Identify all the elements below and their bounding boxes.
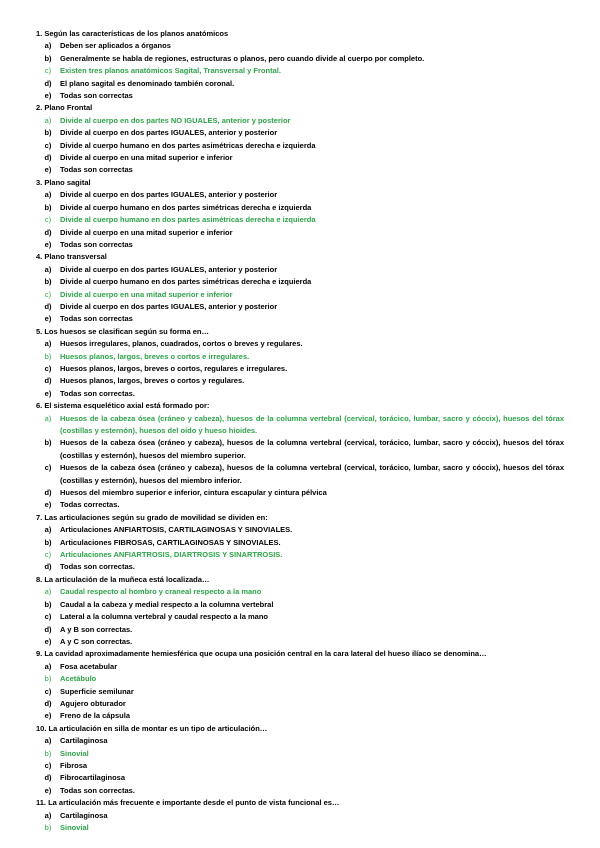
option-text: Articulaciones FIBROSAS, CARTILAGINOSAS Y SINOVIALES. <box>60 537 281 547</box>
option-letter: d) <box>44 624 52 634</box>
option-text: Caudal respecto al hombro y craneal respecto a la mano <box>60 587 262 597</box>
answer-option <box>36 599 564 611</box>
option-letter: b) <box>44 674 52 684</box>
question-text: 2. Plano Frontal <box>36 103 93 113</box>
option-text: Sinovial <box>60 823 89 832</box>
option-letter: d) <box>44 488 52 498</box>
answer-option <box>36 698 564 710</box>
option-letter: d) <box>44 227 52 237</box>
option-letter: a) <box>44 525 52 535</box>
option-text: Divide al cuerpo humano en dos partes simétricas derecha e izquierda <box>60 202 312 212</box>
question-text: 7. Las articulaciones según su grado de movilidad se dividen en: <box>36 512 268 522</box>
option-letter: e) <box>44 91 52 101</box>
question-4 <box>36 251 564 325</box>
answer-option <box>36 276 564 288</box>
answer-option <box>36 499 564 511</box>
answer-option-correct <box>36 748 564 760</box>
question-text: 10. La articulación en silla de montar es un tipo de articulación… <box>36 723 268 733</box>
question-text: 1. Según las características de los planos anatómicos <box>36 29 229 38</box>
option-text: Todas son correctas <box>60 91 133 101</box>
option-text: Divide al cuerpo en dos partes IGUALES, anterior y posterior <box>60 190 278 200</box>
answer-option <box>36 227 564 239</box>
option-text: Todas son correctas <box>60 314 133 324</box>
answer-option <box>36 561 564 573</box>
answer-option-correct <box>36 65 564 77</box>
option-letter: b) <box>44 823 52 832</box>
question-text: 4. Plano transversal <box>36 252 107 262</box>
option-letter: e) <box>44 314 52 324</box>
question-text: 5. Los huesos se clasifican según su forma en… <box>36 326 209 336</box>
option-text: Deben ser aplicados a órganos <box>60 41 171 51</box>
option-text: Todas son correctas. <box>60 562 135 572</box>
answer-option <box>36 338 564 350</box>
option-text: Huesos del miembro superior e inferior, cintura escapular y cintura pélvica <box>60 488 327 498</box>
option-letter: e) <box>44 239 52 249</box>
answer-option <box>36 202 564 214</box>
answer-option <box>36 760 564 772</box>
answer-option <box>36 487 564 499</box>
option-letter: a) <box>44 587 52 597</box>
question-3 <box>36 177 564 251</box>
option-text: Agujero obturador <box>60 698 126 708</box>
question-list <box>36 28 564 834</box>
question-text: 9. La cavidad aproximadamente hemiesférica que ocupa una posición central en la cara lateral del hueso ilíaco se denomina… <box>36 649 487 659</box>
question-10 <box>36 723 564 797</box>
option-text: Todas son correctas. <box>60 785 135 795</box>
option-text: Divide al cuerpo en una mitad superior e inferior <box>60 227 233 237</box>
answer-option <box>36 127 564 139</box>
option-text: Fibrosa <box>60 760 88 770</box>
option-letter: e) <box>44 785 52 795</box>
question-7 <box>36 512 564 574</box>
option-letter: c) <box>44 289 52 299</box>
option-text: A y B son correctas. <box>60 624 133 634</box>
option-text: Divide al cuerpo en dos partes IGUALES, anterior y posterior <box>60 301 278 311</box>
question-6 <box>36 400 564 512</box>
answer-option-correct <box>36 351 564 363</box>
answer-option <box>36 524 564 536</box>
answer-option <box>36 140 564 152</box>
answer-option <box>36 611 564 623</box>
option-letter: c) <box>44 463 52 473</box>
option-text: Huesos planos, largos, breves o cortos e irregulares. <box>60 351 250 361</box>
option-letter: b) <box>44 53 52 63</box>
option-letter: e) <box>44 500 52 510</box>
question-9 <box>36 648 564 722</box>
option-letter: b) <box>44 599 52 609</box>
answer-option <box>36 636 564 648</box>
answer-option-correct <box>36 586 564 598</box>
option-text: Divide al cuerpo humano en dos partes asimétricas derecha e izquierda <box>60 215 316 225</box>
option-text: Divide al cuerpo en dos partes IGUALES, anterior y posterior <box>60 128 278 138</box>
option-text: Freno de la cápsula <box>60 711 131 721</box>
option-text: Todas son correctas <box>60 239 133 249</box>
option-letter: d) <box>44 698 52 708</box>
option-letter: a) <box>44 339 52 349</box>
option-letter: d) <box>44 376 52 386</box>
answer-option-correct <box>36 115 564 127</box>
answer-option <box>36 363 564 375</box>
option-text: Generalmente se habla de regiones, estructuras o planos, pero cuando divide al cuerpo por completo. <box>60 53 425 63</box>
option-text: El plano sagital es denominado también coronal. <box>60 78 235 88</box>
answer-option <box>36 189 564 201</box>
answer-option-correct <box>36 214 564 226</box>
option-letter: d) <box>44 773 52 783</box>
question-text: 8. La articulación de la muñeca está localizada… <box>36 574 210 584</box>
question-text: 11. La articulación más frecuente e importante desde el punto de vista funcional es… <box>36 798 340 808</box>
option-text: Fibrocartilaginosa <box>60 773 126 783</box>
option-letter: a) <box>44 736 52 746</box>
option-text: Huesos de la cabeza ósea (cráneo y cabeza), huesos de la columna vertebral (cervical, torácico, lumbar, sacro y cóccix), huesos del tórax (costillas y esternón), huesos del oído y hueso hioides. <box>60 413 564 435</box>
answer-option <box>36 301 564 313</box>
option-text: Articulaciones ANFIARTROSIS, DIARTROSIS Y SINARTROSIS. <box>60 550 283 560</box>
option-letter: b) <box>44 351 52 361</box>
answer-option <box>36 686 564 698</box>
answer-option <box>36 164 564 176</box>
option-letter: b) <box>44 537 52 547</box>
option-letter: c) <box>44 140 52 150</box>
option-text: Huesos de la cabeza ósea (cráneo y cabeza), huesos de la columna vertebral (cervical, torácico, lumbar, sacro y cóccix), huesos del tórax (costillas y esternón), huesos del miembro inferior. <box>60 463 564 485</box>
question-text: 3. Plano sagital <box>36 177 91 187</box>
answer-option <box>36 152 564 164</box>
option-text: Divide al cuerpo en dos partes IGUALES, anterior y posterior <box>60 264 278 274</box>
question-5 <box>36 326 564 400</box>
option-letter: c) <box>44 760 52 770</box>
question-2 <box>36 102 564 176</box>
option-text: Divide al cuerpo en una mitad superior e inferior <box>60 153 233 163</box>
option-text: A y C son correctas. <box>60 636 133 646</box>
answer-option <box>36 313 564 325</box>
option-text: Divide al cuerpo humano en dos partes asimétricas derecha e izquierda <box>60 140 316 150</box>
option-letter: d) <box>44 78 52 88</box>
option-letter: b) <box>44 202 52 212</box>
answer-option <box>36 375 564 387</box>
option-letter: d) <box>44 301 52 311</box>
option-letter: c) <box>44 550 52 560</box>
option-text: Todas correctas. <box>60 500 120 510</box>
option-text: Articulaciones ANFIARTOSIS, CARTILAGINOSAS Y SINOVIALES. <box>60 525 293 535</box>
option-letter: c) <box>44 612 52 622</box>
question-11 <box>36 797 564 834</box>
option-text: Huesos irregulares, planos, cuadrados, cortos o breves y regulares. <box>60 339 303 349</box>
option-letter: e) <box>44 711 52 721</box>
answer-option <box>36 710 564 722</box>
answer-option <box>36 537 564 549</box>
option-letter: c) <box>44 686 52 696</box>
option-letter: b) <box>44 438 52 448</box>
answer-option-correct <box>36 673 564 685</box>
answer-option <box>36 78 564 90</box>
question-1 <box>36 28 564 102</box>
option-text: Existen tres planos anatómicos Sagital, Transversal y Frontal. <box>60 66 281 76</box>
option-text: Cartilaginosa <box>60 736 108 746</box>
answer-option <box>36 810 564 822</box>
answer-option-correct <box>36 289 564 301</box>
answer-option-correct <box>36 413 564 438</box>
option-letter: a) <box>44 264 52 274</box>
option-letter: a) <box>44 190 52 200</box>
option-letter: c) <box>44 215 52 225</box>
option-text: Acetábulo <box>60 674 97 684</box>
option-text: Huesos planos, largos, breves o cortos y regulares. <box>60 376 245 386</box>
option-letter: c) <box>44 363 52 373</box>
option-letter: d) <box>44 562 52 572</box>
option-letter: a) <box>44 41 52 51</box>
question-8 <box>36 574 564 648</box>
answer-option <box>36 785 564 797</box>
option-letter: b) <box>44 277 52 287</box>
answer-option <box>36 772 564 784</box>
option-letter: e) <box>44 636 52 646</box>
option-text: Lateral a la columna vertebral y caudal respecto a la mano <box>60 612 269 622</box>
option-text: Divide al cuerpo humano en dos partes simétricas derecha e izquierda <box>60 277 312 287</box>
option-text: Todas son correctas <box>60 165 133 175</box>
option-text: Sinovial <box>60 748 89 758</box>
option-letter: c) <box>44 66 52 76</box>
option-letter: b) <box>44 128 52 138</box>
option-letter: e) <box>44 165 52 175</box>
answer-option <box>36 388 564 400</box>
option-letter: a) <box>44 810 52 820</box>
option-letter: e) <box>44 388 52 398</box>
option-text: Divide al cuerpo en una mitad superior e inferior <box>60 289 233 299</box>
option-text: Todas son correctas. <box>60 388 135 398</box>
option-text: Caudal a la cabeza y medial respecto a la columna vertebral <box>60 599 274 609</box>
answer-option <box>36 264 564 276</box>
answer-option <box>36 462 564 487</box>
option-text: Huesos de la cabeza ósea (cráneo y cabeza), huesos de la columna vertebral (cervical, torácico, lumbar, sacro y cóccix), huesos del tórax (costillas y esternón), huesos del miembro superior. <box>60 438 564 460</box>
question-text: 6. El sistema esquelético axial está formado por: <box>36 401 210 411</box>
answer-option <box>36 90 564 102</box>
answer-option-correct <box>36 822 564 834</box>
answer-option <box>36 735 564 747</box>
option-text: Fosa acetabular <box>60 661 118 671</box>
option-text: Superficie semilunar <box>60 686 134 696</box>
option-text: Divide al cuerpo en dos partes NO IGUALES, anterior y posterior <box>60 115 291 125</box>
answer-option <box>36 661 564 673</box>
answer-option <box>36 53 564 65</box>
answer-option <box>36 40 564 52</box>
option-letter: a) <box>44 661 52 671</box>
answer-option-correct <box>36 549 564 561</box>
option-text: Huesos planos, largos, breves o cortos, regulares e irregulares. <box>60 363 288 373</box>
option-letter: d) <box>44 153 52 163</box>
option-letter: a) <box>44 413 52 423</box>
option-letter: a) <box>44 115 52 125</box>
answer-option <box>36 239 564 251</box>
option-text: Cartilaginosa <box>60 810 108 820</box>
answer-option <box>36 437 564 462</box>
option-letter: b) <box>44 748 52 758</box>
answer-option <box>36 624 564 636</box>
